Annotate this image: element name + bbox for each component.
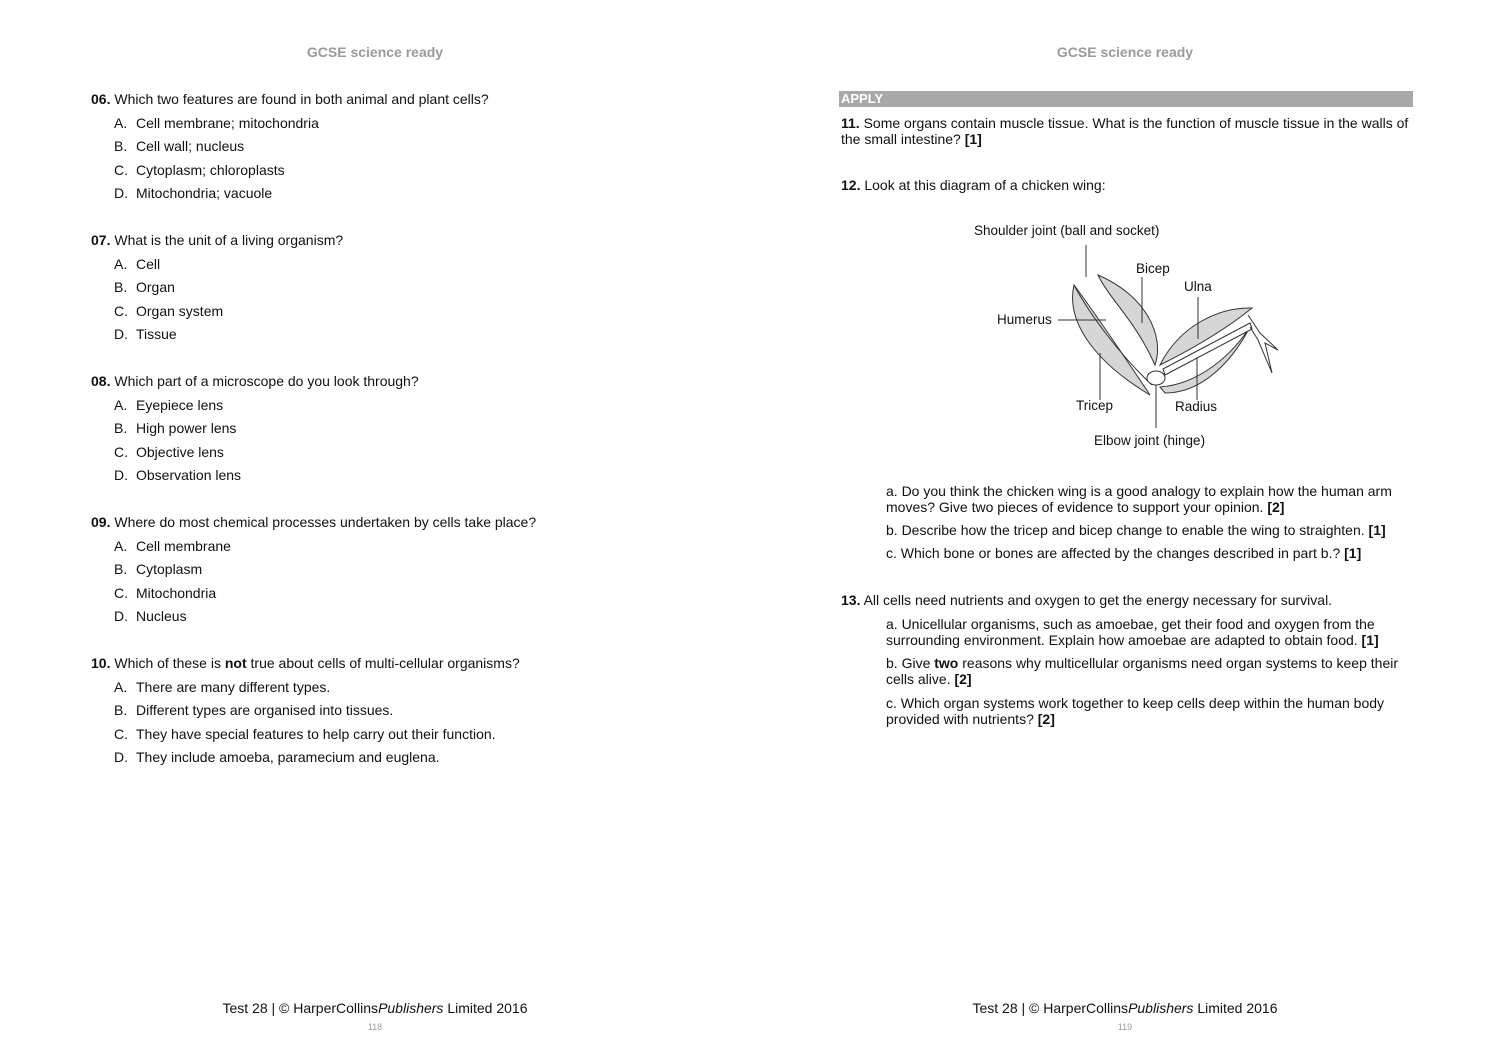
option bbox=[114, 420, 236, 437]
option-letter: B. bbox=[114, 420, 128, 436]
option-text: High power lens bbox=[136, 420, 237, 436]
question-text-before: Which of these is bbox=[114, 655, 225, 671]
question-text: All cells need nutrients and oxygen to get the energy necessary for survival. bbox=[863, 592, 1333, 608]
label-radius: Radius bbox=[1175, 399, 1218, 414]
option bbox=[114, 561, 202, 578]
question-text: Where do most chemical processes undertaken by cells take place? bbox=[114, 514, 537, 530]
option bbox=[114, 303, 223, 320]
question-text: Some organs contain muscle tissue. What is the function of muscle tissue in the walls of the small intestine? bbox=[841, 115, 1409, 147]
page-footer bbox=[0, 1000, 750, 1016]
apply-section-heading: APPLY bbox=[839, 91, 1413, 107]
footer-publisher: Publishers bbox=[378, 1000, 444, 1016]
marks: [1] bbox=[964, 131, 982, 147]
option-text: Cell membrane; mitochondria bbox=[136, 115, 319, 131]
label-tricep: Tricep bbox=[1076, 398, 1114, 413]
marks: [1] bbox=[1368, 522, 1386, 538]
question-number: 07. bbox=[91, 232, 111, 248]
question-13c bbox=[886, 695, 1413, 727]
option bbox=[114, 679, 330, 696]
option-letter: D. bbox=[114, 467, 128, 483]
option bbox=[114, 326, 177, 343]
label-ulna: Ulna bbox=[1184, 279, 1212, 294]
question-12b bbox=[886, 522, 1413, 538]
option-letter: C. bbox=[114, 726, 128, 742]
question-text: Which two features are found in both animal and plant cells? bbox=[114, 91, 489, 107]
question-text-bold: not bbox=[224, 655, 247, 671]
question-text-after: true about cells of multi-cellular organisms? bbox=[246, 655, 520, 671]
footer-suffix: Limited 2016 bbox=[443, 1000, 528, 1016]
option-text: Organ system bbox=[136, 303, 224, 319]
option bbox=[114, 256, 160, 273]
question-13b bbox=[886, 655, 1413, 687]
question-number: 09. bbox=[91, 514, 111, 530]
question-number: 10. bbox=[91, 655, 111, 671]
question-13 bbox=[841, 592, 1413, 608]
option-text: Mitochondria; vacuole bbox=[136, 185, 273, 201]
option-text: Eyepiece lens bbox=[136, 397, 224, 413]
option-text: Different types are organised into tissues. bbox=[136, 702, 394, 718]
question-text: Which part of a microscope do you look through? bbox=[114, 373, 419, 389]
label-bicep: Bicep bbox=[1136, 261, 1170, 276]
question-06 bbox=[91, 91, 731, 108]
label-elbow-joint: Elbow joint (hinge) bbox=[1094, 433, 1206, 448]
question-number: 11. bbox=[841, 115, 860, 131]
marks: [2] bbox=[954, 671, 972, 687]
option-letter: D. bbox=[114, 326, 128, 342]
page-header: GCSE science ready bbox=[306, 44, 444, 60]
part-text: c. Which organ systems work together to keep cells deep within the human body provided with nutrients? bbox=[886, 695, 1385, 727]
option-letter: D. bbox=[114, 749, 128, 765]
option-letter: C. bbox=[114, 162, 128, 178]
question-number: 13. bbox=[841, 592, 861, 608]
question-13a bbox=[886, 616, 1413, 648]
option bbox=[114, 726, 496, 743]
option-text: Cell membrane bbox=[136, 538, 231, 554]
option bbox=[114, 749, 440, 766]
option bbox=[114, 115, 319, 132]
marks: [1] bbox=[1361, 632, 1379, 648]
chicken-wing-drawing bbox=[960, 215, 1300, 460]
question-number: 08. bbox=[91, 373, 111, 389]
option-letter: B. bbox=[114, 702, 128, 718]
option-text: Cell wall; nucleus bbox=[136, 138, 245, 154]
option bbox=[114, 279, 175, 296]
option-text: They include amoeba, paramecium and euglena. bbox=[136, 749, 440, 765]
page-number: 118 bbox=[367, 1022, 383, 1032]
option-text: Cell bbox=[136, 256, 161, 272]
page-number: 119 bbox=[1117, 1022, 1133, 1032]
chicken-wing-diagram bbox=[960, 215, 1300, 460]
option bbox=[114, 467, 241, 484]
question-07 bbox=[91, 232, 731, 249]
question-text: What is the unit of a living organism? bbox=[114, 232, 344, 248]
part-text: a. Unicellular organisms, such as amoebae, get their food and oxygen from the surrounding environment. Explain how amoebae are adapted to obtain food. bbox=[886, 616, 1375, 648]
question-number: 12. bbox=[841, 177, 861, 193]
option-text: Cytoplasm bbox=[136, 561, 203, 577]
option-text: Observation lens bbox=[136, 467, 242, 483]
option-letter: C. bbox=[114, 585, 128, 601]
part-text-after: reasons why multicellular organisms need organ systems to keep their cells alive. bbox=[886, 655, 1399, 687]
option-text: Cytoplasm; chloroplasts bbox=[136, 162, 285, 178]
question-12a bbox=[886, 483, 1413, 515]
option-letter: B. bbox=[114, 138, 128, 154]
question-09 bbox=[91, 514, 731, 531]
option bbox=[114, 397, 223, 414]
part-text-before: b. Give bbox=[886, 655, 935, 671]
option bbox=[114, 585, 216, 602]
question-10 bbox=[91, 655, 731, 672]
option-letter: A. bbox=[114, 397, 128, 413]
part-text: c. Which bone or bones are affected by the changes described in part b.? bbox=[886, 545, 1341, 561]
option-text: Tissue bbox=[136, 326, 177, 342]
option bbox=[114, 538, 231, 555]
marks: [1] bbox=[1344, 545, 1362, 561]
footer-publisher: Publishers bbox=[1128, 1000, 1194, 1016]
option-text: They have special features to help carry out their function. bbox=[136, 726, 496, 742]
question-11 bbox=[841, 115, 1413, 147]
elbow-joint bbox=[1147, 371, 1165, 385]
footer-prefix: Test 28 | © HarperCollins bbox=[972, 1000, 1129, 1016]
option-letter: B. bbox=[114, 561, 128, 577]
option-text: Organ bbox=[136, 279, 175, 295]
question-number: 06. bbox=[91, 91, 111, 107]
page-header: GCSE science ready bbox=[1056, 44, 1194, 60]
option bbox=[114, 702, 393, 719]
option-text: Nucleus bbox=[136, 608, 187, 624]
option bbox=[114, 185, 272, 202]
marks: [2] bbox=[1037, 711, 1055, 727]
option-text: Objective lens bbox=[136, 444, 224, 460]
option-text: Mitochondria bbox=[136, 585, 217, 601]
footer-suffix: Limited 2016 bbox=[1193, 1000, 1278, 1016]
option-letter: C. bbox=[114, 303, 128, 319]
option-letter: D. bbox=[114, 608, 128, 624]
question-08 bbox=[91, 373, 731, 390]
part-text: a. Do you think the chicken wing is a good analogy to explain how the human arm moves? Give two pieces of evidence to support your opinion. bbox=[886, 483, 1392, 515]
option-text: There are many different types. bbox=[136, 679, 331, 695]
question-text: Look at this diagram of a chicken wing: bbox=[864, 177, 1106, 193]
option-letter: A. bbox=[114, 256, 128, 272]
part-text: b. Describe how the tricep and bicep change to enable the wing to straighten. bbox=[886, 522, 1365, 538]
option-letter: A. bbox=[114, 679, 128, 695]
option bbox=[114, 444, 224, 461]
option bbox=[114, 608, 187, 625]
label-humerus: Humerus bbox=[997, 312, 1052, 327]
option bbox=[114, 138, 244, 155]
option-letter: B. bbox=[114, 279, 128, 295]
part-text-bold: two bbox=[934, 655, 959, 671]
marks: [2] bbox=[1267, 499, 1285, 515]
option-letter: C. bbox=[114, 444, 128, 460]
option-letter: A. bbox=[114, 538, 128, 554]
option-letter: A. bbox=[114, 115, 128, 131]
wing-tip bbox=[1248, 315, 1278, 373]
question-12 bbox=[841, 177, 1413, 193]
page-footer bbox=[750, 1000, 1500, 1016]
footer-prefix: Test 28 | © HarperCollins bbox=[222, 1000, 379, 1016]
option bbox=[114, 162, 285, 179]
option-letter: D. bbox=[114, 185, 128, 201]
question-12c bbox=[886, 545, 1413, 561]
label-shoulder-joint: Shoulder joint (ball and socket) bbox=[974, 223, 1160, 238]
